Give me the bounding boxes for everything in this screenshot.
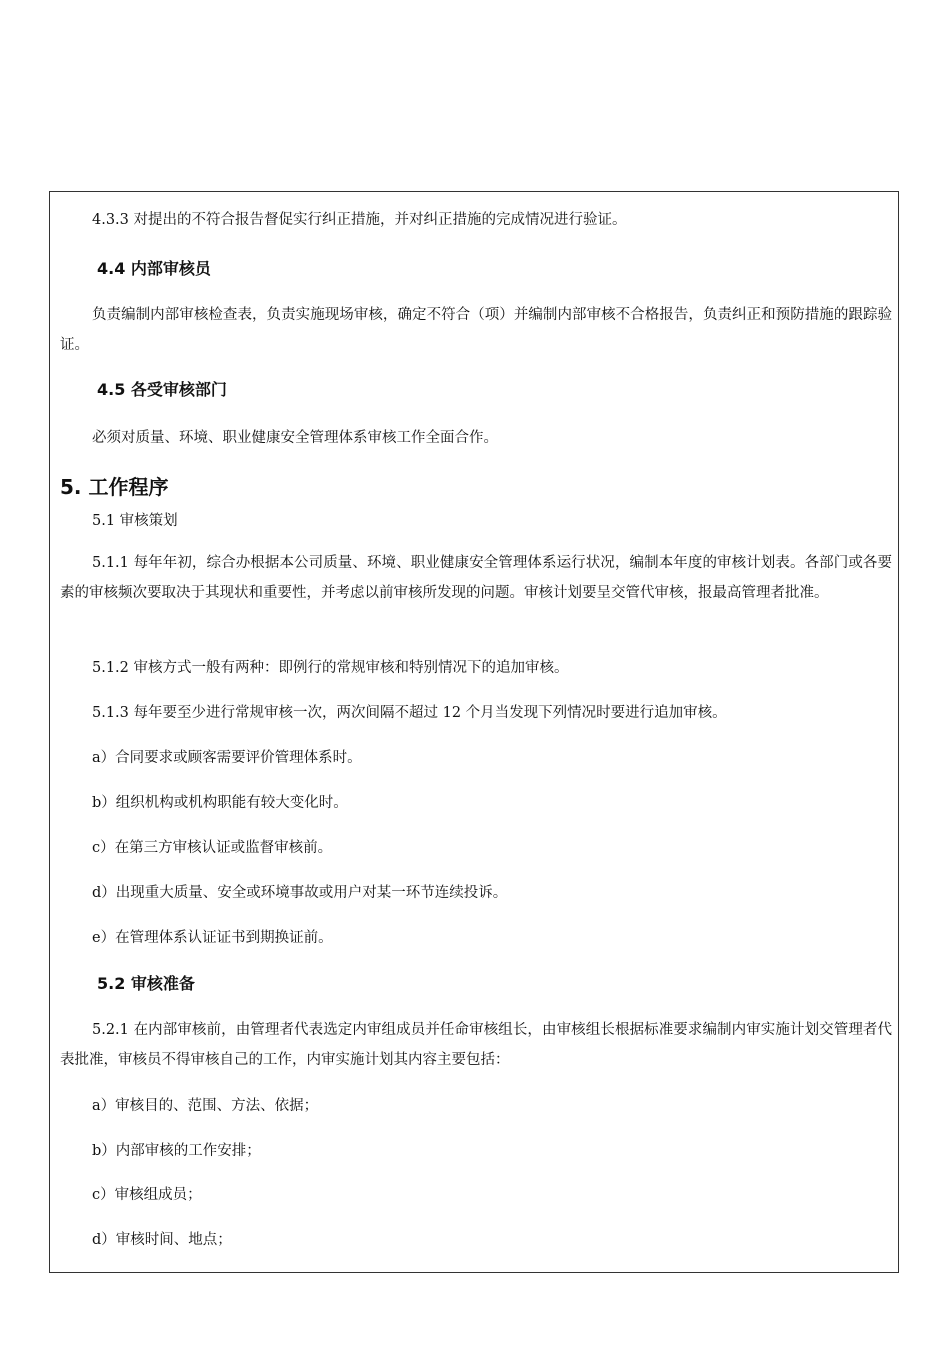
heading-5: 5. 工作程序 (60, 475, 169, 499)
paragraph-5-1-3: 5.1.3 每年要至少进行常规审核一次，两次间隔不超过 12 个月当发现下列情况时要进行追加审核。 (92, 705, 727, 721)
list-item-5-2-1-a: a）审核目的、范围、方法、依据； (92, 1098, 319, 1114)
paragraph-5-1-1: 5.1.1 每年年初，综合办根据本公司质量、环境、职业健康安全管理体系运行状况，编制本年度的审核计划表。各部门或各要素的审核频次要取决于其现状和重要性，并考虑以前审核所发现的问题。审核计划要呈交管代审核，报最高管理者批准。 (60, 555, 892, 601)
list-item-5-1-3-e: e）在管理体系认证证书到期换证前。 (92, 930, 333, 946)
list-item-5-1-3-c: c）在第三方审核认证或监督审核前。 (92, 840, 333, 856)
heading-4-4: 4.4 内部审核员 (97, 259, 211, 278)
list-item-5-1-3-b: b）组织机构或机构职能有较大变化时。 (92, 795, 348, 811)
list-item-5-1-3-d: d）出现重大质量、安全或环境事故或用户对某一环节连续投诉。 (92, 885, 508, 901)
paragraph-5-1: 5.1 审核策划 (92, 513, 178, 529)
list-item-5-2-1-c: c）审核组成员； (92, 1187, 202, 1203)
list-item-5-1-3-a: a）合同要求或顾客需要评价管理体系时。 (92, 750, 362, 766)
list-item-5-2-1-b: b）内部审核的工作安排； (92, 1143, 261, 1159)
list-item-5-2-1-d: d）审核时间、地点； (92, 1232, 232, 1248)
paragraph-5-2-1: 5.2.1 在内部审核前，由管理者代表选定内审组成员并任命审核组长，由审核组长根据标准要求编制内审实施计划交管理者代表批准，审核员不得审核自己的工作，内审实施计划其内容主要包括： (60, 1022, 892, 1068)
paragraph-4-4: 负责编制内部审核检查表，负责实施现场审核，确定不符合（项）并编制内部审核不合格报告，负责纠正和预防措施的跟踪验证。 (60, 307, 892, 353)
paragraph-4-3-3: 4.3.3 对提出的不符合报告督促实行纠正措施，并对纠正措施的完成情况进行验证。 (92, 212, 627, 228)
heading-4-5: 4.5 各受审核部门 (97, 380, 227, 399)
paragraph-4-5: 必须对质量、环境、职业健康安全管理体系审核工作全面合作。 (92, 430, 498, 446)
paragraph-5-1-2: 5.1.2 审核方式一般有两种：即例行的常规审核和特别情况下的追加审核。 (92, 660, 569, 676)
heading-5-2: 5.2 审核准备 (97, 974, 195, 993)
